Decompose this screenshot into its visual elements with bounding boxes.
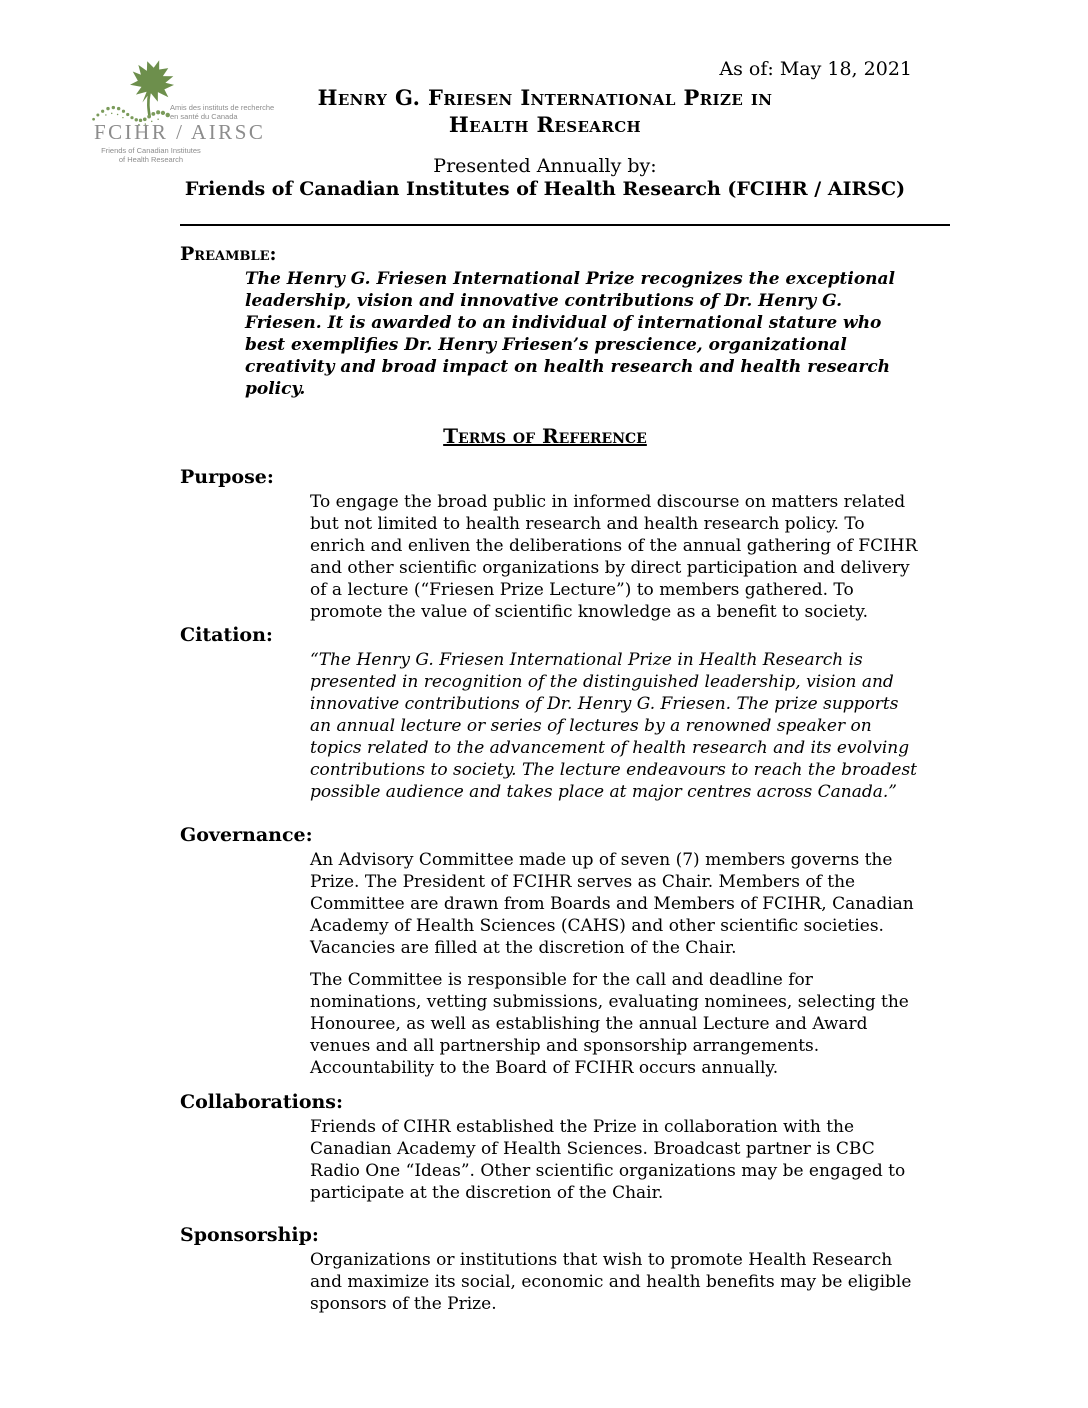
collaborations-paragraph: Friends of CIHR established the Prize in collaboration with the Canadian Academy of Health Sciences. Broadcast partner is CBC Radio One “Ideas”. Other scientific organizations may be engaged to participate at the discretion of the Chair. — [310, 1117, 906, 1203]
logo-french-line1: Amis des instituts de recherche — [170, 103, 275, 112]
sponsorship-heading: Sponsorship: — [180, 1224, 319, 1246]
purpose-heading: Purpose: — [180, 466, 274, 488]
document-title-line2: Health Research — [448, 112, 642, 137]
as-of-date: As of: May 18, 2021 — [719, 58, 912, 80]
terms-of-reference-heading — [140, 424, 950, 448]
presented-by-block — [140, 155, 950, 201]
logo-acronym: FCIHR / AIRSC — [94, 120, 266, 144]
logo-english-line1: Friends of Canadian Institutes — [101, 146, 201, 155]
preamble-paragraph: The Henry G. Friesen International Prize recognizes the exceptional leadership, vision and innovative contributions of Dr. Henry G. Friesen. It is awarded to an individual of international stature who best exemplifies Dr. Henry Friesen’s prescience, organizational creativity and broad impact on health research and health research policy. — [245, 269, 896, 399]
section-governance — [180, 824, 940, 1079]
document-title — [140, 84, 950, 138]
section-citation — [180, 624, 940, 803]
governance-paragraph-2: The Committee is responsible for the call and deadline for nominations, vetting submissions, evaluating nominees, selecting the Honouree, as well as establishing the annual Lecture and Award venues and all partnership and sponsorship arrangements. Accountability to the Board of FCIHR occurs annually. — [310, 970, 909, 1078]
section-preamble — [180, 243, 940, 400]
logo-english-line2: of Health Research — [118, 155, 184, 164]
terms-of-reference-label: Terms of Reference — [443, 424, 647, 448]
section-collaborations — [180, 1091, 940, 1204]
document-title-line1: Henry G. Friesen International Prize in — [317, 85, 773, 110]
citation-paragraph: “The Henry G. Friesen International Prize in Health Research is presented in recognition of the distinguished leadership, vision and innovative contributions of Dr. Henry G. Friesen. The prize supports an annual lecture or series of lectures by a renowned speaker on topics related to the advancement of health research and its evolving contributions to society. The lecture endeavours to reach the broadest possible audience and takes place at major centres across Canada.” — [310, 650, 918, 802]
collaborations-heading: Collaborations: — [180, 1091, 344, 1113]
sponsorship-paragraph: Organizations or institutions that wish to promote Health Research and maximize its social, economic and health benefits may be eligible sponsors of the Prize. — [310, 1250, 912, 1314]
preamble-heading: Preamble: — [180, 243, 277, 265]
section-purpose — [180, 466, 940, 623]
header-divider — [180, 224, 950, 226]
logo-french-line2: en santé du Canada — [170, 112, 238, 121]
governance-paragraph-1: An Advisory Committee made up of seven (7) members governs the Prize. The President of FCIHR serves as Chair. Members of the Committee are drawn from Boards and Members of FCIHR, Canadian Academy of Health Sciences (CAHS) and other scientific societies. Vacancies are filled at the discretion of the Chair. — [310, 850, 914, 958]
section-sponsorship — [180, 1224, 940, 1315]
purpose-paragraph: To engage the broad public in informed discourse on matters related but not limited to health research and health research policy. To enrich and enliven the deliberations of the annual gathering of FCIHR and other scientific organizations by direct participation and delivery of a lecture (“Friesen Prize Lecture”) to members gathered. To promote the value of scientific knowledge as a benefit to society. — [310, 492, 918, 622]
citation-heading: Citation: — [180, 624, 273, 646]
presenting-organization: Friends of Canadian Institutes of Health Research (FCIHR / AIRSC) — [184, 178, 906, 200]
governance-heading: Governance: — [180, 824, 313, 846]
presented-by-label: Presented Annually by: — [433, 155, 657, 177]
